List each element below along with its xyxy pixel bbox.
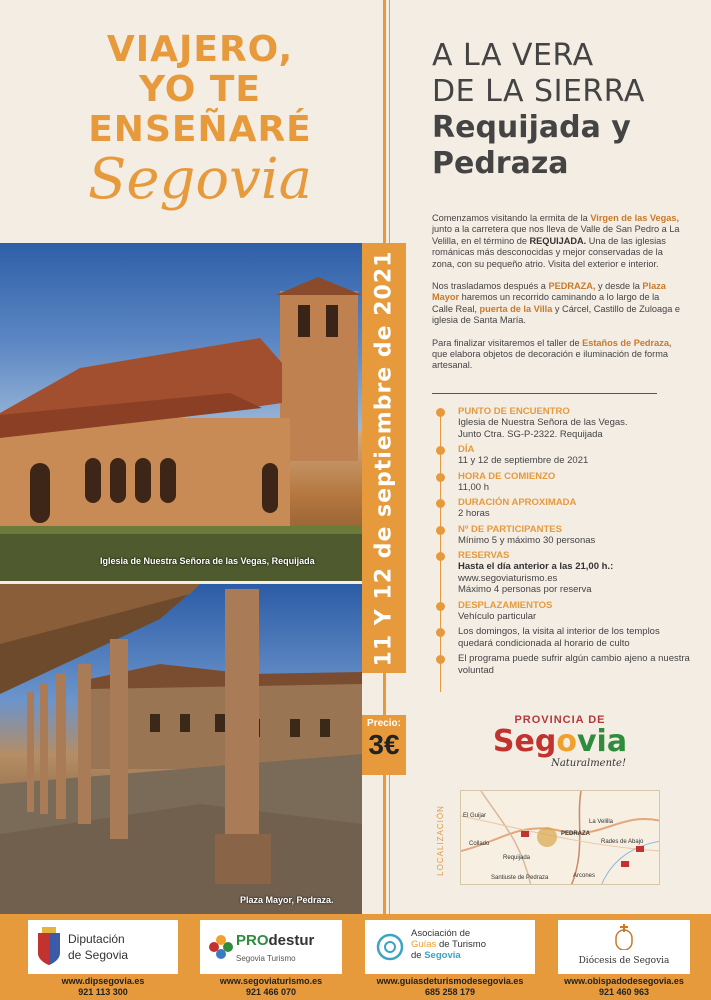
divider-line-top — [383, 0, 386, 243]
map-label: El Guijar — [463, 813, 487, 819]
info-label: DURACIÓN APROXIMADA — [458, 497, 577, 508]
info-value: 11 y 12 de septiembre de 2021 — [458, 455, 589, 466]
org-phone: 921 113 300 — [78, 987, 128, 997]
intro-highlight: Estaños de Pedraza, — [582, 337, 672, 348]
photo-caption-church: Iglesia de Nuestra Señora de las Vegas, Requijada — [100, 556, 315, 566]
brand-part: Seg — [492, 724, 557, 759]
intro-highlight: Virgen de las Vegas, — [590, 213, 680, 223]
org-name-part: de — [411, 950, 425, 961]
date-band-text-wrap — [362, 243, 406, 673]
date-band-text: 11 Y 12 de septiembre de 2021 — [371, 250, 397, 666]
provincia-segovia-logo — [480, 714, 640, 769]
map-label: Rades de Abajo — [601, 839, 644, 845]
org-name-line: Diócesis de Segovia — [578, 956, 670, 966]
info-label: PUNTO DE ENCUENTRO — [458, 406, 570, 417]
footer-card-guias — [365, 920, 535, 974]
divider-line-bottom — [383, 775, 386, 914]
reservations-link[interactable]: www.segoviaturismo.es — [458, 572, 558, 584]
footer-contact-prodestur — [200, 976, 342, 998]
plaza-illustration — [0, 584, 362, 914]
map-label: Requijada — [503, 855, 531, 861]
event-title — [432, 38, 692, 182]
map-label: Arcones — [573, 873, 596, 879]
location-map[interactable] — [460, 790, 660, 885]
section-divider — [432, 393, 657, 394]
footer-contact-diputacion — [28, 976, 178, 998]
map-label: Santiuste de Pedraza — [491, 875, 549, 881]
brand-main-text — [480, 726, 640, 758]
map-illustration — [461, 791, 660, 885]
photo-caption-plaza: Plaza Mayor, Pedraza. — [240, 895, 334, 905]
info-reservations — [436, 550, 696, 596]
headline — [40, 30, 360, 210]
divider-line-top-thin — [389, 0, 390, 243]
info-note-sundays — [436, 626, 696, 649]
info-start-time — [436, 471, 696, 494]
org-url[interactable]: www.dipsegovia.es — [61, 976, 145, 986]
info-travel — [436, 600, 696, 623]
info-value: Iglesia de Nuestra Señora de las Vegas. — [458, 417, 628, 428]
footer-contact-diocesis — [548, 976, 700, 998]
footer-contact-guias — [355, 976, 545, 998]
org-name-part: destur — [268, 932, 315, 949]
org-url[interactable]: www.segoviaturismo.es — [219, 976, 323, 986]
intro-paragraph-3 — [432, 338, 682, 372]
info-value: Máximo 4 personas por reserva — [458, 584, 592, 595]
intro-paragraph-1 — [432, 213, 682, 270]
title-line-4: Pedraza — [432, 146, 569, 181]
org-subtitle: Segovia Turismo — [236, 954, 296, 963]
title-line-2: DE LA SIERRA — [432, 74, 645, 109]
info-label: Nº DE PARTICIPANTES — [458, 523, 562, 535]
org-name-part: Segovia — [424, 950, 461, 961]
info-label: DESPLAZAMIENTOS — [458, 599, 553, 611]
diputacion-shield-icon — [36, 927, 62, 967]
price-label: Precio: — [367, 718, 401, 729]
intro-highlight: PEDRAZA, — [548, 281, 596, 292]
headline-script: Segovia — [88, 147, 312, 212]
org-name-line: Asociación de — [411, 928, 471, 939]
bullet-icon — [436, 602, 445, 611]
headline-line-2: YO TE — [138, 69, 262, 110]
info-list — [436, 406, 696, 680]
org-phone: 921 460 963 — [598, 987, 650, 997]
brand-part: via — [576, 724, 628, 759]
intro-highlight: puerta de la Villa — [479, 303, 553, 314]
intro-paragraph-2 — [432, 281, 682, 327]
bullet-icon — [436, 473, 445, 482]
headline-line-3: ENSEÑARÉ — [88, 109, 312, 150]
title-line-1: A LA VERA — [432, 38, 594, 73]
bullet-icon — [436, 655, 445, 664]
prodestur-flower-icon — [208, 934, 234, 960]
intro-text-span: Comenzamos visitando la ermita de la — [432, 213, 591, 223]
guias-logo-icon — [375, 932, 405, 962]
diocesis-cross-icon — [613, 924, 635, 950]
org-name-part: Guías — [411, 939, 437, 950]
intro-text — [432, 213, 682, 383]
bullet-icon — [436, 408, 445, 417]
org-name-line: Diputación — [68, 932, 125, 946]
org-phone: 685 258 179 — [424, 987, 476, 997]
info-participants — [436, 524, 696, 547]
org-name-part: PRO — [236, 932, 269, 949]
info-duration — [436, 497, 696, 520]
info-value: Mínimo 5 y máximo 30 personas — [458, 534, 596, 546]
church-illustration — [0, 243, 362, 581]
bullet-icon — [436, 552, 445, 561]
intro-highlight: Plaza Mayor — [432, 281, 666, 303]
location-label: LOCALIZACIÓN — [435, 804, 445, 876]
intro-text-span: haremos un recorrido caminando a lo largo de la Calle Real, — [432, 292, 660, 314]
org-name-line: de Segovia — [68, 948, 129, 962]
org-name-line — [236, 934, 314, 948]
org-name-line — [411, 939, 486, 950]
intro-text-span: Una de las iglesias románicas más desconocidas y mejor conservadas de la zona, con su pequeño atrio. Visita del exterior e interior. — [432, 235, 666, 269]
price-badge — [362, 715, 406, 775]
location-label-wrap — [430, 790, 450, 890]
footer-card-prodestur — [200, 920, 342, 974]
divider-line-mid — [383, 673, 386, 715]
bullet-icon — [436, 526, 445, 535]
intro-highlight: REQUIJADA. — [529, 235, 587, 246]
info-note-changes — [436, 653, 696, 676]
bullet-icon — [436, 446, 445, 455]
info-value: 11,00 h — [458, 481, 489, 493]
brand-tagline: Naturalmente! — [551, 758, 626, 769]
title-line-3: Requijada y — [432, 110, 631, 145]
headline-line-1: VIAJERO, — [106, 29, 294, 70]
map-label: Collado — [469, 841, 490, 847]
info-value: Vehículo particular — [458, 610, 537, 622]
info-value-bold: Hasta el día anterior a las 21,00 h.: — [458, 561, 614, 572]
map-label: La Velilla — [589, 819, 614, 825]
photo-church — [0, 243, 362, 581]
intro-text-span: junto a la carretera que nos lleva de Valle de San Pedro a La Velilla, en el término de — [432, 224, 680, 246]
intro-text-span: que elabora objetos de decoración e iluminación de forma artesanal. — [432, 349, 668, 371]
org-url[interactable]: www.guiasdeturismodesegovia.es — [376, 976, 524, 986]
org-name-line — [411, 950, 461, 961]
map-label: PEDRAZA — [561, 831, 591, 837]
info-note: El programa puede sufrir algún cambio ajeno a nuestra voluntad — [458, 653, 690, 676]
org-phone: 921 466 070 — [245, 987, 297, 997]
org-url[interactable]: www.obispadodesegovia.es — [564, 976, 684, 986]
intro-text-span: Para finalizar visitaremos el taller de — [432, 337, 583, 348]
intro-text-span: y desde la — [595, 281, 643, 292]
info-label: RESERVAS — [458, 550, 510, 561]
brand-part: o — [556, 724, 577, 759]
intro-text-span: Nos trasladamos después a — [432, 281, 549, 292]
bullet-icon — [436, 499, 445, 508]
footer-card-diocesis — [558, 920, 690, 974]
info-label: DÍA — [458, 444, 475, 455]
photo-plaza — [0, 584, 362, 914]
info-note: Los domingos, la visita al interior de los templos quedará condicionada al horario de culto — [458, 626, 660, 649]
info-meeting-point — [436, 406, 696, 440]
info-value: Junto Ctra. SG-P-2322. Requijada — [458, 428, 603, 440]
bullet-icon — [436, 628, 445, 637]
brand-top-text: PROVINCIA DE — [514, 714, 606, 726]
footer-card-diputacion — [28, 920, 178, 974]
org-name-part: de Turismo — [436, 939, 486, 950]
intro-text-span: y Cárcel, Castillo de Zuloaga e iglesia de Santa María. — [432, 303, 681, 326]
info-label: HORA DE COMIENZO — [458, 470, 556, 482]
divider-line-bottom-thin — [389, 775, 390, 914]
price-value: 3€ — [368, 729, 400, 760]
info-day — [436, 444, 696, 467]
info-value: 2 horas — [458, 508, 490, 519]
